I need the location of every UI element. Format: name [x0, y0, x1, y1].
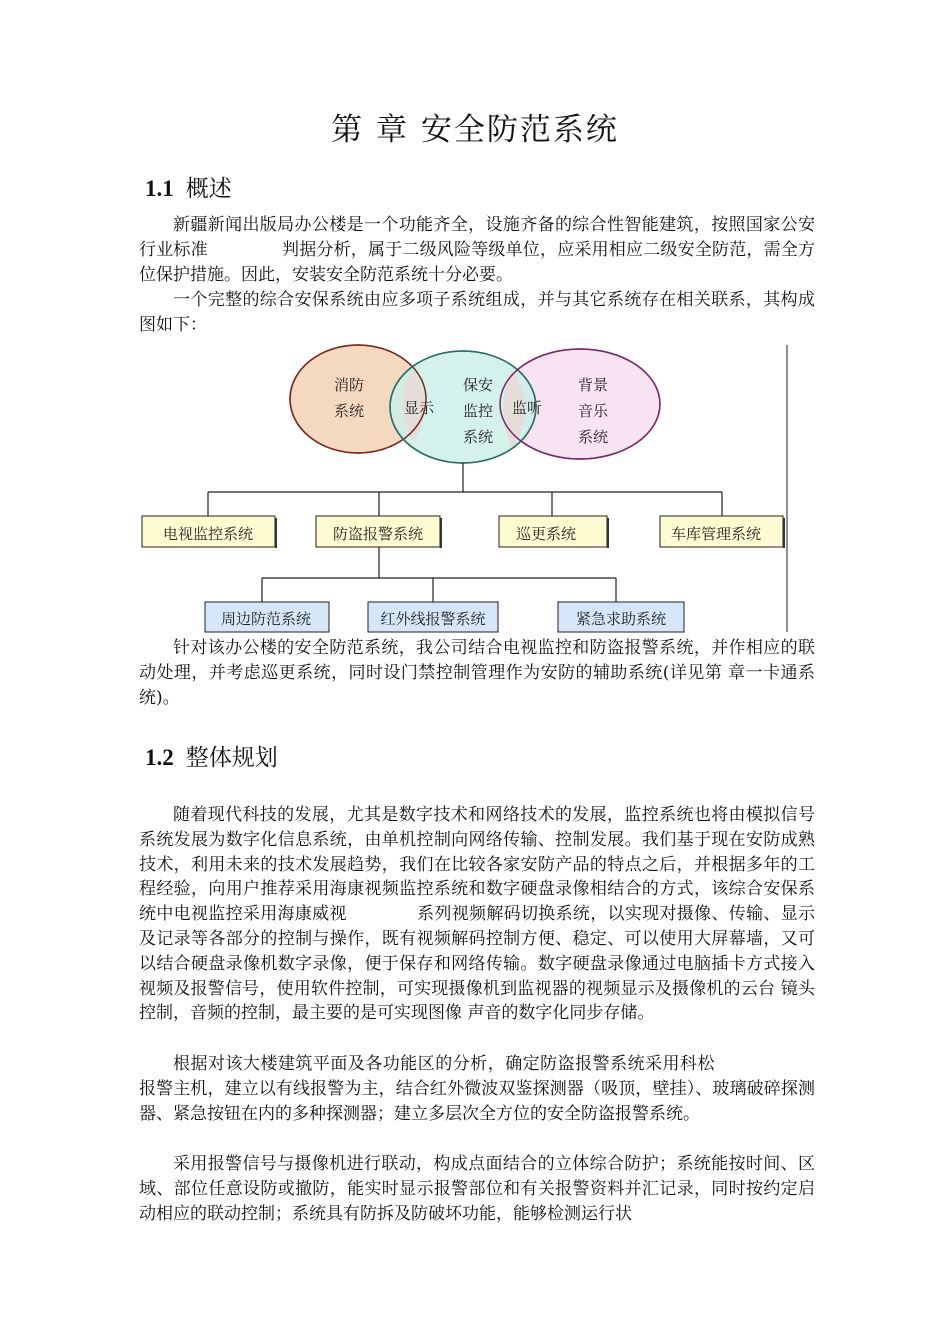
text-run: 系列视频解码切换系统，以实现对摄像、传输、显示及记录等各部分的控制与操作，既有视频解码控制方便、稳定、可以使用大屏幕墙，又可以结合硬盘录像机数字录像，便于保存和网络传输。数字硬盘录像通过电脑插卡方式接入视频及报警信号，使用软件控制，可实现摄像机到监视器的视频显示及摄像机的云台 镜头控制，音频的控制，最主要的是可实现图像 声音的数字化同步存储。 — [139, 904, 816, 1024]
circle-center-line-3: 系统 — [462, 428, 494, 446]
circle-center-line-2: 监控 — [462, 402, 494, 420]
text-run: 根据对该大楼建筑平面及各功能区的分析，确定防盗报警系统采用科松 — [173, 1054, 715, 1074]
circle-right-line-3: 系统 — [577, 428, 609, 446]
circle-right-line-1: 背景 — [577, 376, 609, 394]
section-heading-planning — [145, 739, 278, 772]
circle-left-line-1: 消防 — [333, 376, 365, 394]
subsystem-box-infrared — [368, 602, 498, 632]
subsystem-box-perimeter — [205, 602, 329, 632]
subsystem-box-parking — [660, 516, 784, 548]
subsystem-box-cctv — [142, 516, 276, 548]
section-title: 概述 — [185, 176, 232, 202]
overlap-right-label: 监听 — [511, 399, 543, 417]
text-run: 新疆新闻出版局办公楼是一个功能齐全，设施齐备的综合性智能建筑，按照国家公安行业标准 — [139, 215, 815, 260]
overlap-left-label: 显示 — [403, 399, 435, 417]
text-run: 判据分析，属于二级风险等级单位，应采用相应二级安全防范，需全方位保护措施。因此，安装安全防范系统十分必要。 — [139, 239, 816, 285]
planning-paragraph-1 — [139, 803, 815, 1026]
subsystem-label: 防盗报警系统 — [332, 525, 424, 543]
subsystem-label: 紧急求助系统 — [575, 610, 667, 628]
circle-left-line-2: 系统 — [333, 402, 365, 420]
overview-paragraph-2: 一个完整的综合安保系统由应多项子系统组成，并与其它系统存在相关联系，其构成图如下： — [139, 290, 815, 335]
circle-right-line-2: 音乐 — [577, 402, 609, 420]
text-run: 报警主机，建立以有线报警为主，结合红外微波双鉴探测器（吸顶，壁挂）、玻璃破碎探测器、紧急按钮在内的多种探测器；建立多层次全方位的安全防盗报警系统。 — [139, 1078, 815, 1124]
subsystem-label: 电视监控系统 — [162, 525, 254, 543]
section-number: 1.1 — [145, 176, 174, 201]
section-title: 整体规划 — [185, 745, 278, 771]
subsystem-box-alarm — [316, 516, 441, 548]
planning-paragraph-2 — [139, 1052, 815, 1126]
subsystem-label: 车库管理系统 — [670, 525, 762, 543]
subsystem-box-emergency — [558, 602, 684, 632]
subsystem-label: 周边防范系统 — [220, 610, 312, 628]
tree-connectors — [208, 463, 722, 602]
chapter-title: 第 章 安全防范系统 — [331, 112, 619, 148]
subsystem-row-2 — [205, 602, 684, 632]
section-number: 1.2 — [145, 745, 174, 770]
text-run: 随着现代科技的发展，尤其是数字技术和网络技术的发展，监控系统也将由模拟信号系统发展为数字化信息系统，由单机控制向网络传输、控制发展。我们基于现在安防成熟技术，利用未来的技术发展趋势，我们在比较各家安防产品的特点之后，并根据多年的工程经验，向用户推荐采用海康视频监控系统和数字硬盘录像相结合的方式，该综合安保系统中电视监控采用海康威视 — [139, 805, 815, 925]
overview-paragraph-3: 针对该办公楼的安全防范系统，我公司结合电视监控和防盗报警系统，并作相应的联动处理，并考虑巡更系统，同时设门禁控制管理作为安防的辅助系统(详见第 章一卡通系统)。 — [139, 638, 815, 708]
circle-center-line-1: 保安 — [462, 376, 494, 394]
planning-paragraph-3: 采用报警信号与摄像机进行联动，构成点面结合的立体综合防护；系统能按时间、区域、部位任意设防或撤防，能实时显示报警部位和有关报警资料并汇记录，同时按约定启动相应的联动控制；系统具有防拆及防破坏功能，能够检测运行状 — [139, 1154, 815, 1224]
subsystem-label: 巡更系统 — [515, 525, 577, 543]
subsystem-row-1 — [142, 516, 784, 548]
subsystem-box-patrol — [499, 516, 608, 548]
subsystem-label: 红外线报警系统 — [380, 610, 486, 628]
system-composition-diagram — [0, 0, 950, 640]
